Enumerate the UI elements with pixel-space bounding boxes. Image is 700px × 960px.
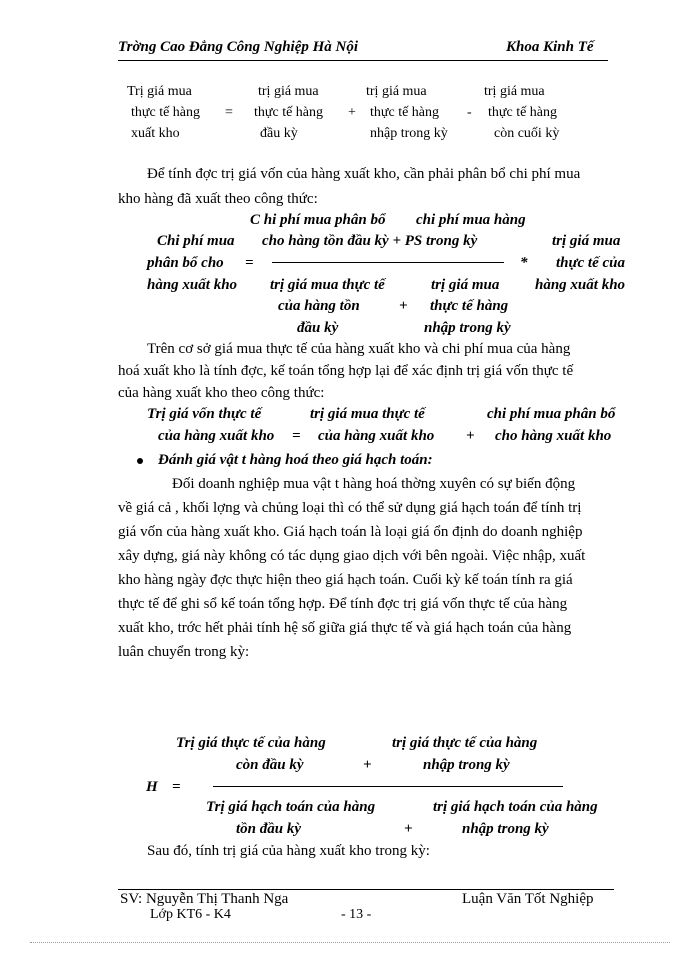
f3-c2-line1: trị giá mua thực tế	[310, 406, 425, 422]
header-faculty: Khoa Kinh Tế	[506, 39, 594, 55]
f4-equals: =	[172, 779, 181, 795]
f4-num-line3: trị giá thực tế của hàng	[392, 735, 538, 751]
f2-top-right: chi phí mua hàng	[416, 212, 526, 228]
para3-line4: xây dựng, giá này không có tác dụng giao dịch với bên ngoài. Việc nhập, xuất	[118, 548, 586, 564]
f3-c3-line1: chi phí mua phân bổ	[487, 406, 616, 422]
para2-line2: hoá xuất kho là tính đợc, kế toán tổng hợp lại để xác định trị giá vốn thực tế	[118, 363, 574, 379]
f1-col2-line1: trị giá mua	[258, 84, 319, 99]
header-rule	[118, 60, 608, 61]
para2-line1: Trên cơ sở giá mua thực tế của hàng xuất kho và chi phí mua của hàng	[147, 341, 571, 357]
footer-thesis: Luận Văn Tốt Nghiệp	[462, 891, 594, 907]
f4-num-line1: Trị giá thực tế của hàng	[176, 735, 326, 751]
f2-den-line4: trị giá mua	[431, 277, 500, 293]
f4-num-plus: +	[363, 757, 372, 773]
para1-line2: kho hàng đã xuất theo công thức:	[118, 191, 318, 207]
f4-num-line2: còn đầu kỳ	[236, 757, 304, 773]
f4-num-line4: nhập trong kỳ	[423, 757, 510, 773]
f1-col2-line3: đầu kỳ	[260, 126, 298, 141]
para3-line7: xuất kho, trớc hết phải tính hệ số giữa giá thực tế và giá hạch toán của hàng	[118, 620, 572, 636]
f2-numerator-line2: cho hàng tồn đầu kỳ + PS trong kỳ	[262, 233, 478, 249]
f2-den-line5: thực tế hàng	[430, 298, 509, 314]
f4-den-line2: tồn đầu kỳ	[236, 821, 302, 837]
f1-equals: =	[225, 105, 233, 120]
f3-plus: +	[466, 428, 475, 444]
f1-col1-line2: thực tế hàng	[131, 105, 201, 120]
f1-minus: -	[467, 105, 472, 120]
f2-right-line3: hàng xuất kho	[535, 277, 626, 293]
f4-den-line3: trị giá hạch toán của hàng	[433, 799, 598, 815]
f1-col3-line1: trị giá mua	[366, 84, 427, 99]
f2-den-line3: đầu kỳ	[297, 320, 339, 336]
f3-c3-line2: cho hàng xuất kho	[495, 428, 612, 444]
para3-line5: kho hàng ngày đợc thực hiện theo giá hạch toán. Cuối kỳ kế toán tính ra giá	[118, 572, 573, 588]
f4-den-line1: Trị giá hạch toán của hàng	[206, 799, 376, 815]
f4-fraction-bar	[213, 786, 563, 787]
f1-col4-line2: thực tế hàng	[488, 105, 558, 120]
f1-col2-line2: thực tế hàng	[254, 105, 324, 120]
f2-equals: =	[245, 255, 254, 271]
f1-col3-line2: thực tế hàng	[370, 105, 440, 120]
f2-times: *	[520, 255, 528, 271]
footer-rule	[118, 889, 614, 890]
para3-line3: giá vốn của hàng xuất kho. Giá hạch toán là loại giá ổn định do doanh nghiệp	[118, 524, 583, 540]
bullet-heading: Đánh giá vật t hàng hoá theo giá hạch toán:	[158, 452, 433, 468]
f1-col1-line1: Trị giá mua	[127, 84, 192, 99]
footer-class: Lớp KT6 - K4	[150, 907, 231, 922]
page-break-line	[30, 942, 670, 943]
para3-line8: luân chuyển trong kỳ:	[118, 644, 250, 660]
f3-c1-line2: của hàng xuất kho	[158, 428, 275, 444]
f2-den-plus: +	[399, 298, 408, 314]
f2-den-line6: nhập trong kỳ	[424, 320, 511, 336]
f1-col1-line3: xuất kho	[131, 126, 180, 141]
f2-top-left: C hi phí mua phân bổ	[250, 212, 386, 228]
f2-den-line1: trị giá mua thực tế	[270, 277, 385, 293]
para4: Sau đó, tính trị giá của hàng xuất kho trong kỳ:	[147, 843, 430, 859]
f4-den-plus: +	[404, 821, 413, 837]
f1-col3-line3: nhập trong kỳ	[370, 126, 448, 141]
f3-equals: =	[292, 428, 301, 444]
f1-plus: +	[348, 105, 356, 120]
f4-H: H	[146, 779, 158, 795]
f2-left-line3: hàng xuất kho	[147, 277, 238, 293]
f1-col4-line3: còn cuối kỳ	[494, 126, 560, 141]
f4-den-line4: nhập trong kỳ	[462, 821, 549, 837]
f3-c1-line1: Trị giá vốn thực tế	[147, 406, 262, 422]
f2-left-line1: Chi phí mua	[157, 233, 235, 249]
f3-c2-line2: của hàng xuất kho	[318, 428, 435, 444]
f2-fraction-bar	[272, 262, 504, 263]
f2-den-line2: của hàng tồn	[278, 298, 360, 314]
footer-page-number: - 13 -	[341, 907, 372, 922]
bullet-icon	[137, 458, 143, 464]
f1-col4-line1: trị giá mua	[484, 84, 545, 99]
para3-line6: thực tế để ghi sổ kế toán tổng hợp. Để tính đợc trị giá vốn thực tế của hàng	[118, 596, 568, 612]
f2-right-line2: thực tế của	[556, 255, 625, 271]
f2-right-line1: trị giá mua	[552, 233, 621, 249]
para1-line1: Để tính đợc trị giá vốn của hàng xuất kho, cần phải phân bổ chi phí mua	[147, 166, 581, 182]
para2-line3: của hàng xuất kho theo công thức:	[118, 385, 325, 401]
para3-line2: về giá cả , khối lợng và chủng loại thì có thể sử dụng giá hạch toán để tính trị	[118, 500, 582, 516]
para3-line1: Đối doanh nghiệp mua vật t hàng hoá thờng xuyên có sự biến động	[172, 476, 576, 492]
footer-student: SV: Nguyễn Thị Thanh Nga	[120, 891, 289, 907]
header-school: Trờng Cao Đẳng Công Nghiệp Hà Nội	[118, 39, 359, 55]
f2-left-line2: phân bổ cho	[147, 255, 224, 271]
